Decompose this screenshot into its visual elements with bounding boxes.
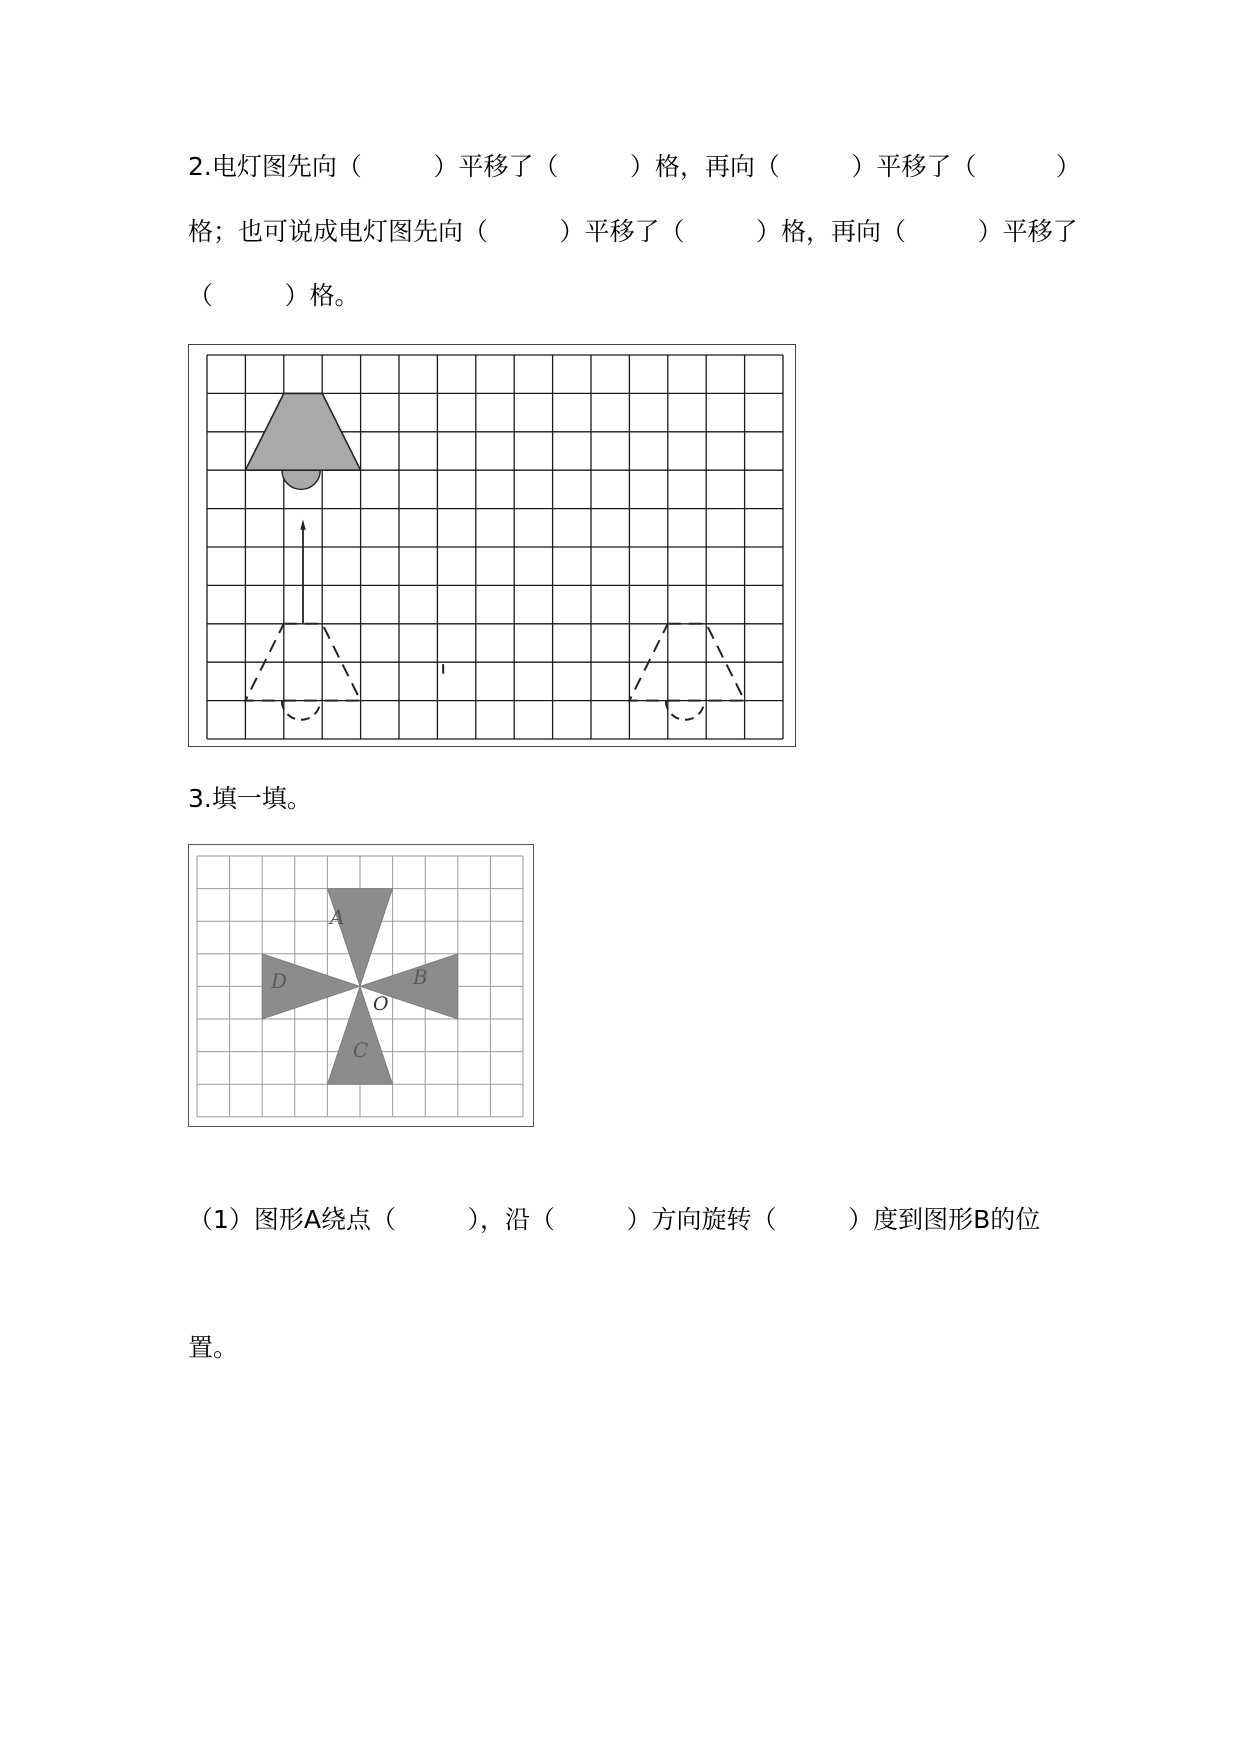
pinwheel-grid-diagram bbox=[189, 845, 535, 1128]
lamp-translation-figure bbox=[188, 344, 796, 747]
q2-line-1: 2.电灯图先向（ ）平移了（ ）格，再向（ ）平移了（ ） bbox=[188, 152, 1081, 181]
q3-part1-line-1: （1）图形A绕点（ ），沿（ ）方向旋转（ ）度到图形B的位 bbox=[188, 1205, 1041, 1234]
label-center-o: O bbox=[373, 993, 389, 1015]
lamp-dashed-left bbox=[245, 624, 360, 720]
label-c: C bbox=[353, 1038, 369, 1062]
lamp-grid-diagram bbox=[189, 345, 797, 748]
q2-line-2: 格；也可说成电灯图先向（ ）平移了（ ）格，再向（ ）平移了 bbox=[188, 217, 1078, 246]
lamp-bulb-original bbox=[282, 470, 320, 489]
label-a: A bbox=[330, 905, 345, 929]
q3-part1-line-2: 置。 bbox=[188, 1333, 239, 1362]
q3-heading: 3.填一填。 bbox=[188, 784, 312, 813]
pinwheel-rotation-figure bbox=[188, 844, 534, 1127]
q2-line-3: （ ）格。 bbox=[188, 281, 360, 310]
lamp-dashed-left-bulb bbox=[282, 701, 320, 720]
lamp-dashed-right bbox=[629, 624, 744, 720]
lamp-dashed-right-bulb bbox=[666, 701, 704, 720]
label-b: B bbox=[413, 965, 428, 989]
translation-arrow-head bbox=[300, 519, 305, 529]
label-d: D bbox=[271, 969, 288, 993]
triangle-a bbox=[327, 889, 392, 987]
